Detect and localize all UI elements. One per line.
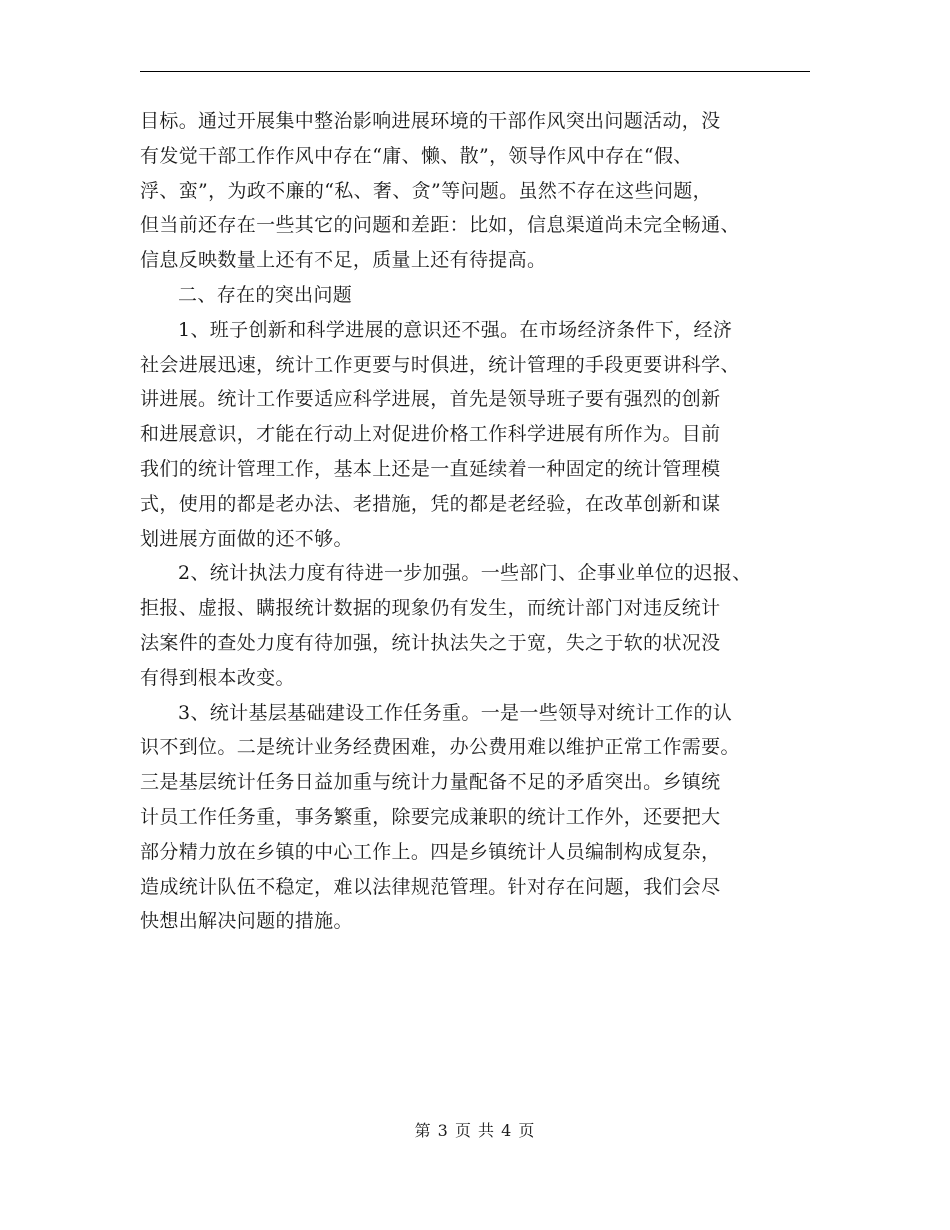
body-line: 式，使用的都是老办法、老措施，凭的都是老经验，在改革创新和谋 (140, 492, 721, 515)
body-line: 部分精力放在乡镇的中心工作上。四是乡镇统计人员编制构成复杂， (140, 840, 721, 863)
body-line: 和进展意识，才能在行动上对促进价格工作科学进展有所作为。目前 (140, 423, 721, 446)
body-line: 我们的统计管理工作，基本上还是一直延续着一种固定的统计管理模 (140, 457, 721, 480)
section-heading: 二、存在的突出问题 (178, 283, 353, 306)
body-line: 快想出解决问题的措施。 (140, 910, 353, 933)
paragraph-first-line: 2、统计执法力度有待进一步加强。一些部门、企事业单位的迟报、 (178, 562, 752, 585)
page-number: 第 3 页 共 4 页 (414, 1121, 536, 1140)
body-line: 识不到位。二是统计业务经费困难，办公费用难以维护正常工作需要。 (140, 736, 740, 759)
body-line: 信息反映数量上还有不足，质量上还有待提高。 (140, 249, 547, 272)
body-line: 拒报、虚报、瞒报统计数据的现象仍有发生，而统计部门对违反统计 (140, 597, 721, 620)
body-line: 三是基层统计任务日益加重与统计力量配备不足的矛盾突出。乡镇统 (140, 771, 721, 794)
body-line: 浮、蛮”，为政不廉的“私、奢、贪”等问题。虽然不存在这些问题， (140, 179, 712, 202)
header-rule (140, 71, 810, 72)
body-line: 但当前还存在一些其它的问题和差距：比如，信息渠道尚未完全畅通、 (140, 214, 740, 237)
body-line: 法案件的查处力度有待加强，统计执法失之于宽，失之于软的状况没 (140, 631, 721, 654)
body-line: 社会进展迅速，统计工作更要与时俱进，统计管理的手段更要讲科学、 (140, 353, 740, 376)
paragraph-first-line: 1、班子创新和科学进展的意识还不强。在市场经济条件下，经济 (178, 318, 733, 341)
body-line: 计员工作任务重，事务繁重，除要完成兼职的统计工作外，还要把大 (140, 805, 721, 828)
document-body (140, 104, 820, 939)
body-line: 造成统计队伍不稳定，难以法律规范管理。针对存在问题，我们会尽 (140, 875, 721, 898)
body-line: 有得到根本改变。 (140, 666, 295, 689)
body-line: 讲进展。统计工作要适应科学进展，首先是领导班子要有强烈的创新 (140, 388, 721, 411)
body-line: 目标。通过开展集中整治影响进展环境的干部作风突出问题活动，没 (140, 110, 721, 132)
paragraph-first-line: 3、统计基层基础建设工作任务重。一是一些领导对统计工作的认 (178, 701, 733, 724)
body-line: 有发觉干部工作作风中存在“庸、懒、散”，领导作风中存在“假、 (140, 144, 693, 167)
body-line: 划进展方面做的还不够。 (140, 527, 353, 550)
